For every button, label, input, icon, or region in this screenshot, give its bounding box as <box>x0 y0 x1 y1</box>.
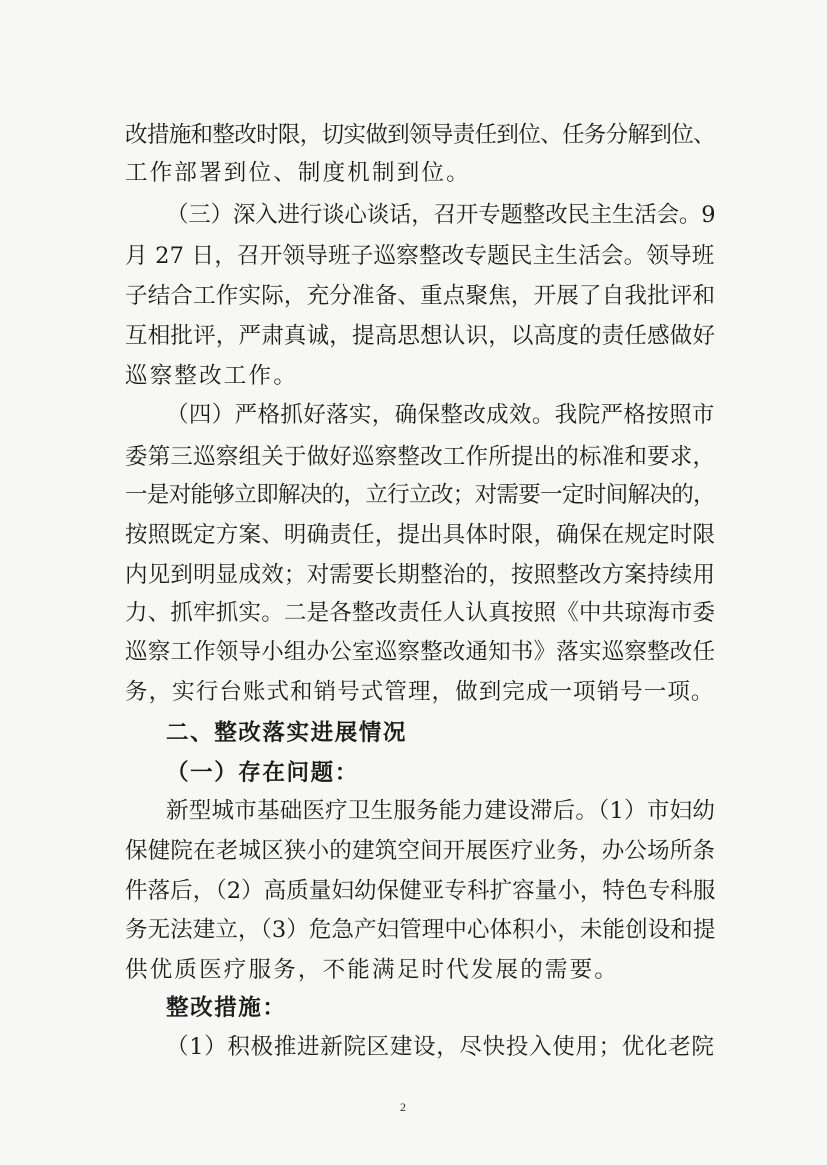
text-line: 保健院在老城区狭小的建筑空间开展医疗业务，办公场所条 <box>125 838 716 864</box>
text-line: （1）积极推进新院区建设，尽快投入使用；优化老院 <box>166 1034 715 1060</box>
text-line: 委第三巡察组关于做好巡察整改工作所提出的标准和要求， <box>125 444 716 470</box>
text-line: 一是对能够立即解决的，立行立改；对需要一定时间解决的， <box>125 482 715 508</box>
subsection-heading: （一）存在问题： <box>166 760 359 786</box>
text-line: 按照既定方案、明确责任，提出具体时限，确保在规定时限 <box>125 522 716 548</box>
text-line: 互相批评，严肃真诚，提高思想认识，以高度的责任感做好 <box>125 323 716 349</box>
text-line: 巡察整改工作。 <box>125 363 298 389</box>
text-line: 巡察工作领导小组办公室巡察整改通知书》落实巡察整改任 <box>125 639 716 665</box>
text-line: 件落后，（2）高质量妇幼保健亚专科扩容量小，特色专科服 <box>125 878 716 904</box>
text-line: 工作部署到位、制度机制到位。 <box>125 160 471 186</box>
subsection-heading: 整改措施： <box>166 995 287 1021</box>
text-line: 月 27 日，召开领导班子巡察整改专题民主生活会。领导班 <box>125 243 715 269</box>
text-line: 务，实行台账式和销号式管理，做到完成一项销号一项。 <box>125 679 715 705</box>
text-line: 供优质医疗服务，不能满足时代发展的需要。 <box>125 957 620 983</box>
text-line: 改措施和整改时限，切实做到领导责任到位、任务分解到位、 <box>125 122 715 148</box>
text-line: （四）严格抓好落实，确保整改成效。我院严格按照市 <box>166 402 715 428</box>
text-line: 新型城市基础医疗卫生服务能力建设滞后。（1）市妇幼 <box>166 798 716 824</box>
text-line: 内见到明显成效；对需要长期整治的，按照整改方案持续用 <box>125 562 716 588</box>
text-line: 子结合工作实际，充分准备、重点聚焦，开展了自我批评和 <box>125 283 716 309</box>
text-line: （三）深入进行谈心谈话，召开专题整改民主生活会。9 <box>166 202 716 228</box>
text-line: 务无法建立，（3）危急产妇管理中心体积小，未能创设和提 <box>125 917 716 943</box>
section-heading: 二、整改落实进展情况 <box>166 720 408 746</box>
page-number: 2 <box>400 1100 406 1114</box>
text-line: 力、抓牢抓实。二是各整改责任人认真按照《中共琼海市委 <box>125 600 716 626</box>
